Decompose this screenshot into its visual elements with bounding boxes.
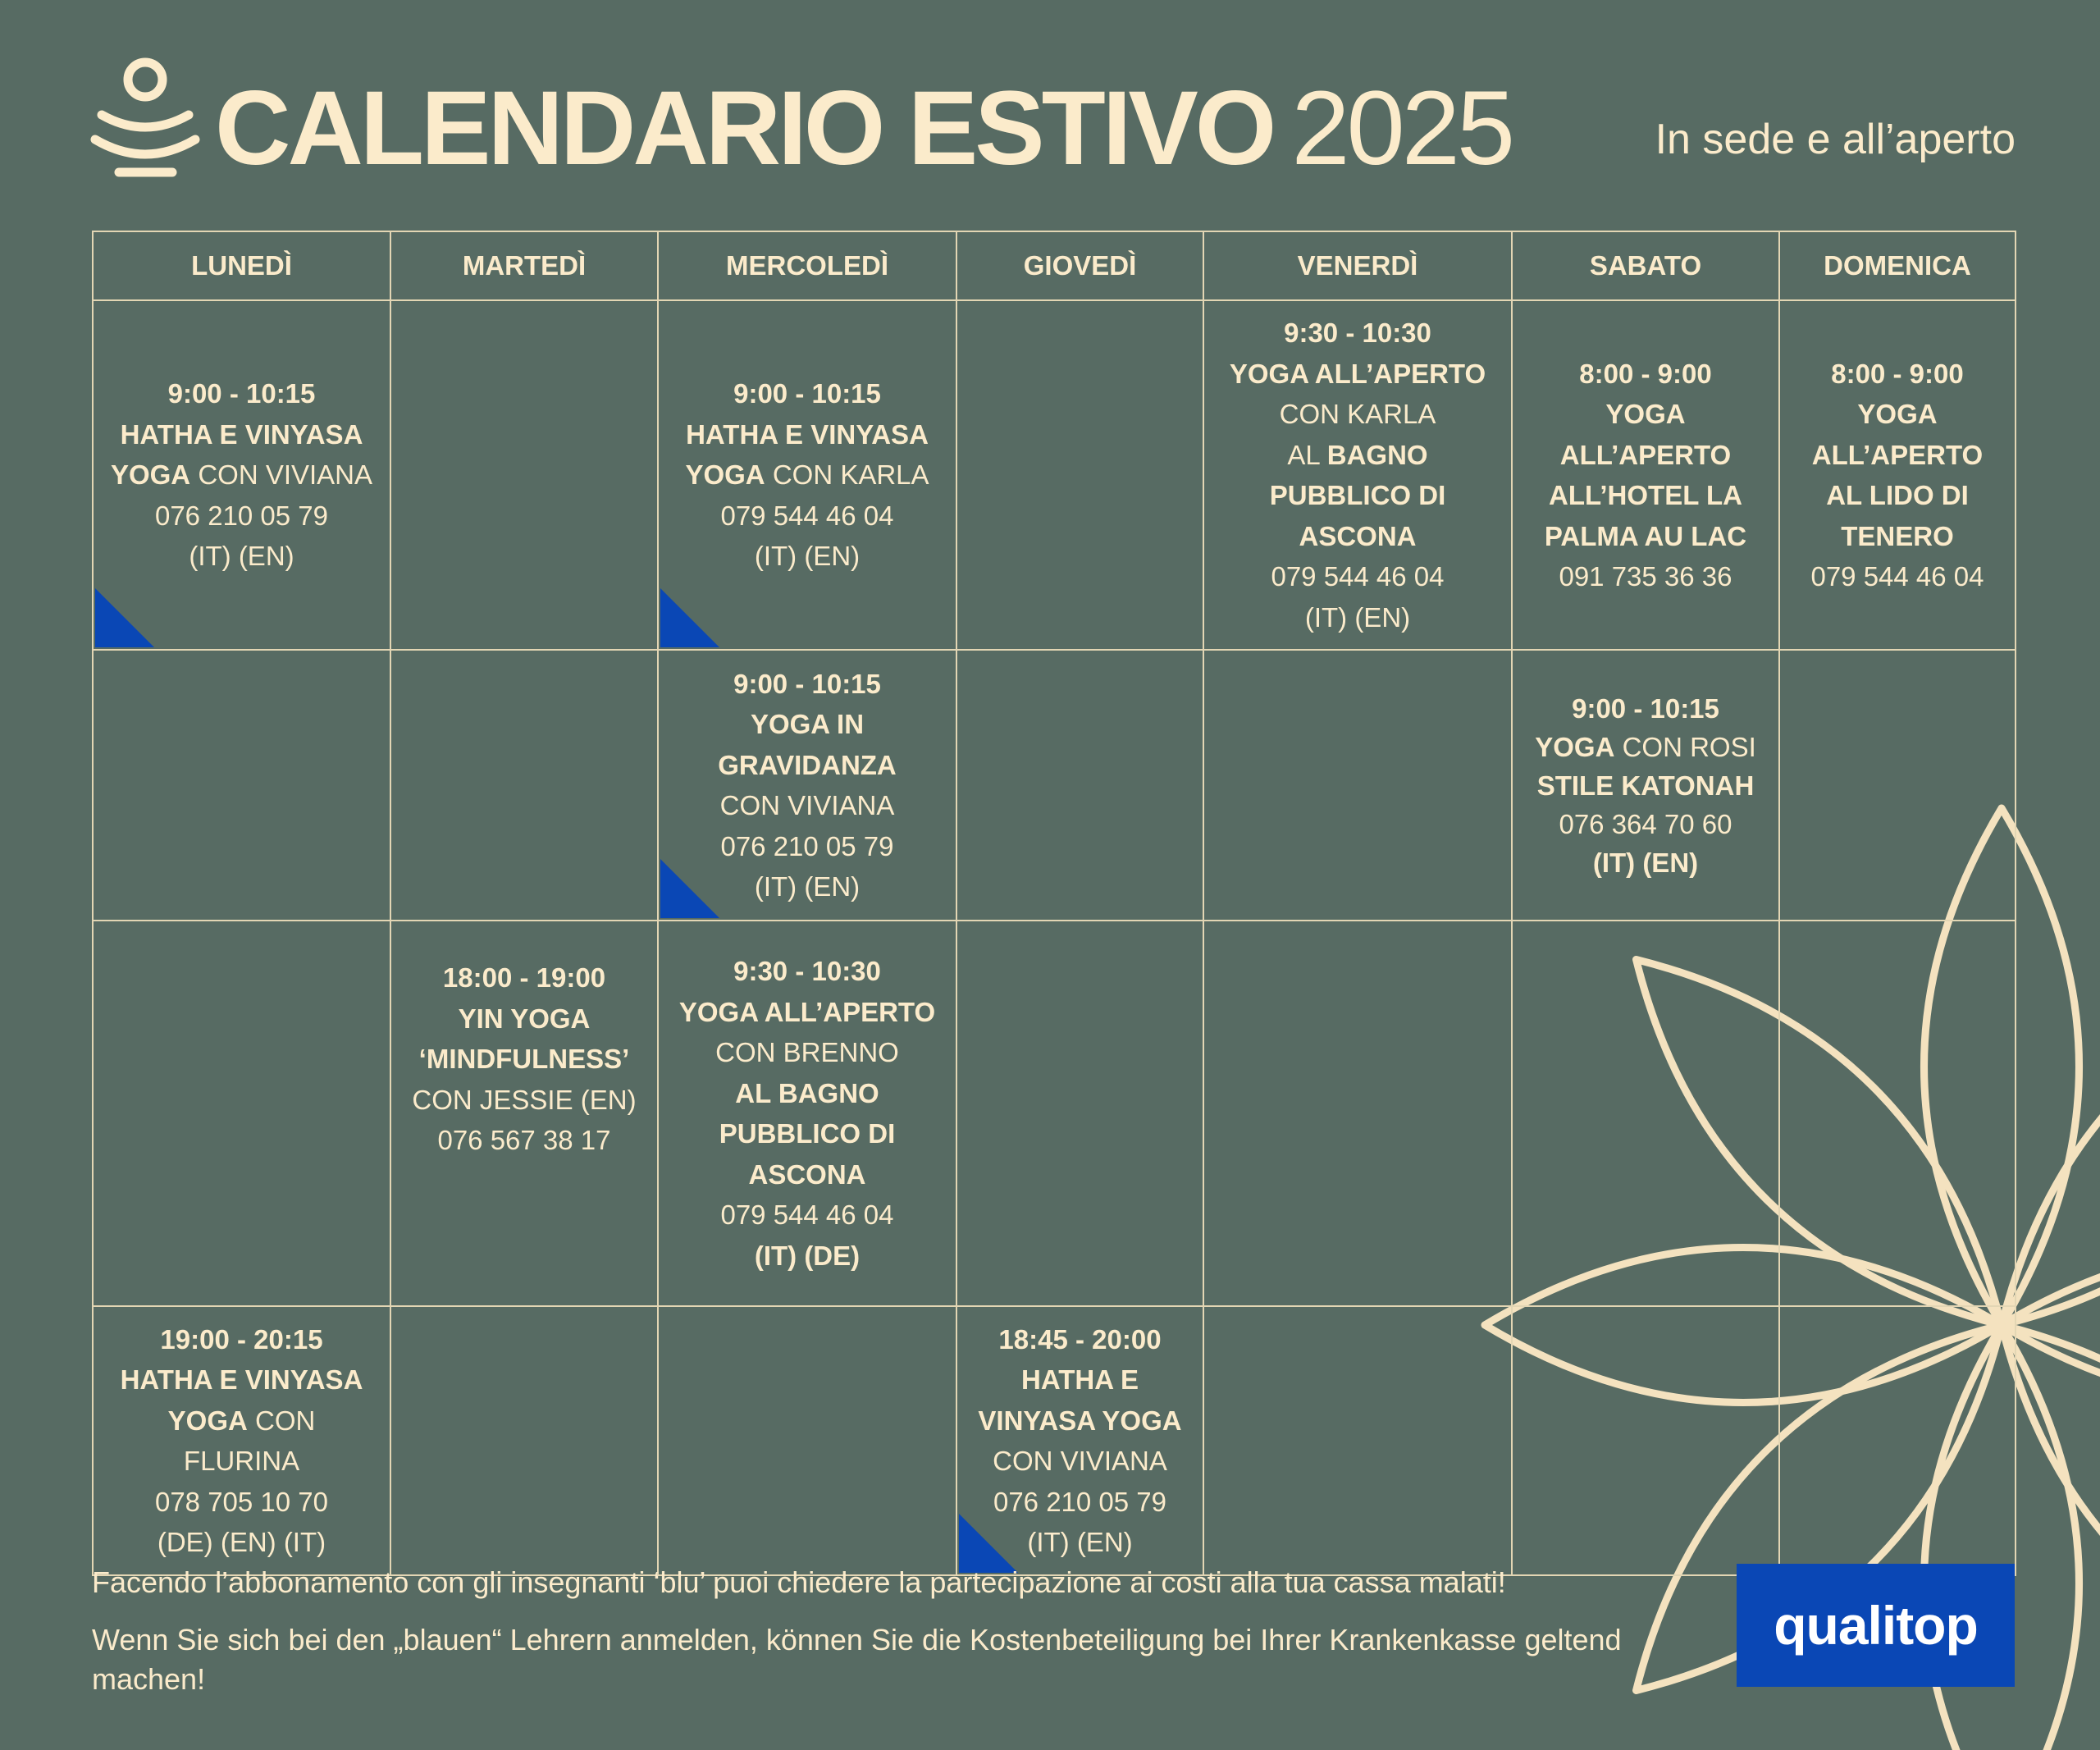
class-cell-wed-1: 9:00 - 10:15 HATHA E VINYASA YOGA CON KARLA 079 544 46 04 (IT) (EN) [658, 300, 956, 650]
title-year: 2025 [1291, 70, 1513, 187]
flower-petal [2002, 1248, 2100, 1403]
empty-cell [658, 1306, 956, 1575]
meditation-logo-icon [90, 57, 201, 180]
empty-cell [1779, 650, 2016, 921]
day-header-sat: SABATO [1512, 231, 1779, 300]
class-cell-sun-1: 8:00 - 9:00 YOGA ALL’APERTO AL LIDO DI TENERO 079 544 46 04 [1779, 300, 2016, 650]
day-header-mon: LUNEDÌ [93, 231, 390, 300]
blue-teacher-marker [660, 588, 719, 647]
footer-note-de: Wenn Sie sich bei den „blauen“ Lehrern anmelden, können Sie die Kostenbeteiligung bei Ihrer Krankenkasse geltend machen! [92, 1623, 1622, 1696]
day-header-fri: VENERDÌ [1203, 231, 1512, 300]
class-cell-sat-2: 9:00 - 10:15 YOGA CON ROSI STILE KATONAH 076 364 70 60 (IT) (EN) [1512, 650, 1779, 921]
empty-cell [93, 921, 390, 1306]
empty-cell [1203, 1306, 1512, 1575]
empty-cell [956, 921, 1203, 1306]
schedule-row [93, 300, 2016, 650]
empty-cell [1203, 921, 1512, 1306]
empty-cell [93, 650, 390, 921]
empty-cell [1779, 1306, 2016, 1575]
class-cell-sat-1: 8:00 - 9:00 YOGA ALL’APERTO ALL’HOTEL LA PALMA AU LAC 091 735 36 36 [1512, 300, 1779, 650]
blue-teacher-marker [660, 859, 719, 918]
day-header-thu: GIOVEDÌ [956, 231, 1203, 300]
title-bold: CALENDARIO ESTIVO [215, 70, 1274, 187]
class-cell-mon-4: 19:00 - 20:15 HATHA E VINYASA YOGA CON FLURINA 078 705 10 70 (DE) (EN) (IT) [93, 1306, 390, 1575]
empty-cell [956, 650, 1203, 921]
class-cell-wed-3: 9:30 - 10:30 YOGA ALL’APERTO CON BRENNO AL BAGNO PUBBLICO DI ASCONA 079 544 46 04 (IT) (DE) [658, 921, 956, 1306]
empty-cell [1203, 650, 1512, 921]
empty-cell [956, 300, 1203, 650]
schedule-row [93, 921, 2016, 1306]
empty-cell [390, 650, 658, 921]
class-cell-tue-3: 18:00 - 19:00 YIN YOGA ‘MINDFULNESS’ CON JESSIE (EN) 076 567 38 17 [390, 921, 658, 1306]
empty-cell [390, 300, 658, 650]
days-header-row [93, 231, 2016, 300]
empty-cell [1512, 921, 1779, 1306]
empty-cell [1779, 921, 2016, 1306]
empty-cell [1512, 1306, 1779, 1575]
qualitop-logo: qualitop [1737, 1564, 2015, 1687]
class-cell-thu-4: 18:45 - 20:00 HATHA E VINYASA YOGA CON VIVIANA 076 210 05 79 (IT) (EN) [956, 1306, 1203, 1575]
page-title [215, 67, 1512, 190]
day-header-wed: MERCOLEDÌ [658, 231, 956, 300]
class-cell-fri-1: 9:30 - 10:30 YOGA ALL’APERTO CON KARLA AL BAGNO PUBBLICO DI ASCONA 079 544 46 04 (IT) (EN) [1203, 300, 1512, 650]
empty-cell [390, 1306, 658, 1575]
flower-petal [2002, 960, 2100, 1325]
footer-note-it: Facendo l’abbonamento con gli insegnanti ‘blu’ puoi chiedere la partecipazione ai costi alla tua cassa malati! [92, 1565, 1506, 1599]
page-subtitle: In sede e all’aperto [1655, 116, 2016, 163]
day-header-tue: MARTEDÌ [390, 231, 658, 300]
class-cell-wed-2: 9:00 - 10:15 YOGA IN GRAVIDANZA CON VIVIANA 076 210 05 79 (IT) (EN) [658, 650, 956, 921]
schedule-row [93, 1306, 2016, 1575]
class-cell-mon-1: 9:00 - 10:15 HATHA E VINYASA YOGA CON VIVIANA 076 210 05 79 (IT) (EN) [93, 300, 390, 650]
schedule-table [92, 231, 2016, 1576]
flower-petal [2002, 1325, 2100, 1690]
day-header-sun: DOMENICA [1779, 231, 2016, 300]
schedule-row [93, 650, 2016, 921]
blue-teacher-marker [95, 588, 154, 647]
